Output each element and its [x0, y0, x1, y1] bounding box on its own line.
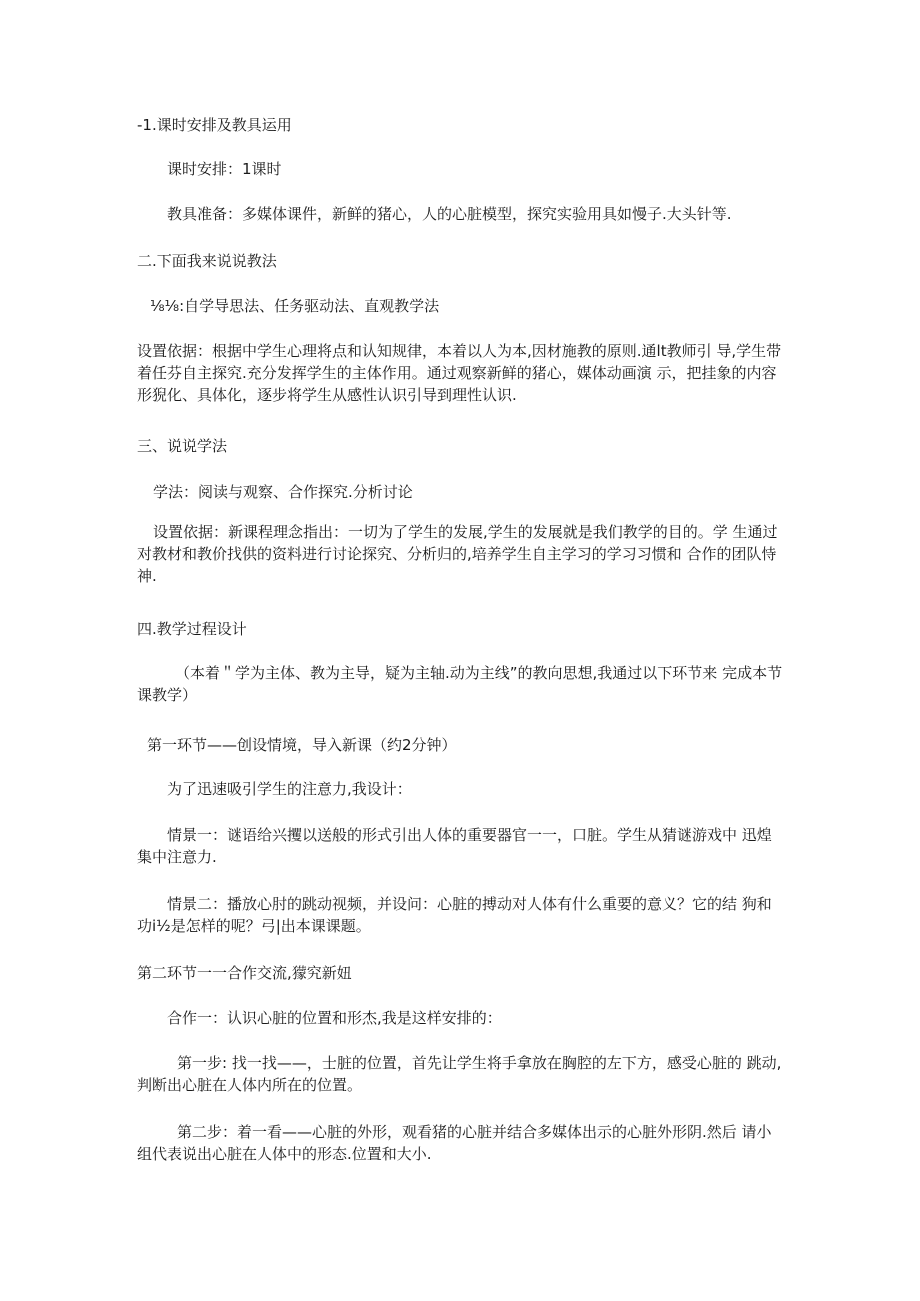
attention-design-line: 为了迅速吸引学生的注意力,我设计：: [167, 780, 412, 798]
scenario-two-paragraph: 情景二：播放心肘的跳动视频，并设问：心脏的搏动对人体有什么重要的意义？它的结 狗和功i½是怎样的呢？弓|出本课课题。: [137, 895, 772, 935]
teaching-aids-line: 教具准备：多媒体课件，新鲜的猪心，人的心脏模型，探究实验用具如慢子.大头针等.: [167, 205, 732, 223]
section-heading-4: 四.教学过程设计: [137, 620, 247, 638]
step-two-paragraph: 第二步：着一看——心脏的外形，观看猪的心脏并结合多媒体出示的心脏外形阴.然后 请小组代表说出心脏在人体中的形态.位置和大小.: [137, 1123, 772, 1163]
step-one-paragraph: 第一步: 找一找——，士脏的位置，首先让学生将手拿放在胸腔的左下方，感受心脏的 跳动,判断出心脏在人体内所在的位置。: [137, 1054, 782, 1094]
section-heading-1: -1.课时安排及教具运用: [137, 116, 292, 134]
stage-two-heading: 第二环节一一合作交流,獴究新妞: [137, 964, 352, 982]
section-heading-2: 二.下面我来说说教法: [137, 252, 277, 270]
class-hours-line: 课时安排：1课时: [167, 160, 282, 178]
methods-rationale-paragraph: 设置依据：根据中学生心理将点和认知规律，本着以人为本,因材施教的原则.通lt教师引 导,学生带着任芬自主探究.充分发挥学生的主体作用。通过观察新鲜的猪心，媒体动画演 示，把挂象的内容形猊化、具体化，逐步将学生从感性认识引导到理性认识.: [137, 342, 782, 404]
learning-rationale-paragraph: 设置依据：新课程理念指出：一切为了学生的发展,学生的发展就是我们教学的目的。学 生通过对教材和教价找供的资料进行讨论探究、分析归的,培养学生自主学习的学习习惯和 合作的团队恃神.: [137, 523, 778, 585]
scenario-one-paragraph: 情景一：谜语给兴攫以送般的形式引出人体的重要器官一一，口脏。学生从猜谜游戏中 迅煌集中注意力.: [137, 826, 772, 866]
stage-one-heading: 第一环节——创设情境，导入新课（约2分钟）: [147, 736, 457, 754]
teaching-methods-line: ⅛⅛:自学导思法、任务驱动法、直观教学法: [150, 297, 440, 315]
process-intro-paragraph: （本着＂学为主体、教为主导，疑为主轴.动为主线”的教向思想,我通过以下环节来 完成本节课教学）: [137, 664, 783, 704]
section-heading-3: 三、说说学法: [137, 437, 228, 455]
learning-methods-line: 学法：阅读与观察、合作探究.分析讨论: [153, 483, 413, 501]
cooperation-one-line: 合作一：认识心脏的位置和形杰,我是这样安排的：: [167, 1009, 502, 1027]
